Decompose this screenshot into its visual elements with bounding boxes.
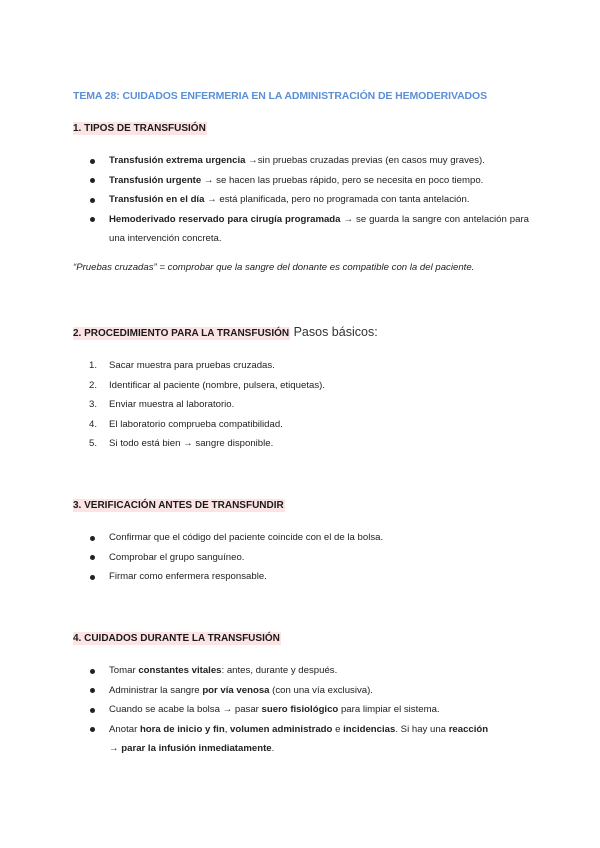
list-item: [73, 681, 529, 701]
section-2-heading: [73, 325, 378, 339]
list-item: Firmar como enfermera responsable.: [73, 567, 529, 587]
section-3-heading-text: 3. VERIFICACIÓN ANTES DE TRANSFUNDIR: [73, 500, 284, 511]
list-item: [73, 434, 529, 454]
list-item: [73, 661, 529, 681]
list-item: [73, 210, 529, 249]
step-text: Enviar muestra al laboratorio.: [109, 399, 235, 410]
transfusion-care-list: [73, 661, 529, 759]
item-text: → se guarda la sangre con antelación para una intervención concreta.: [109, 213, 529, 244]
item-bold-text: reacción: [448, 723, 489, 735]
list-item: [73, 700, 529, 720]
item-text: → se hacen las pruebas rápido, pero se necesita en poco tiempo.: [201, 174, 484, 186]
section-4-heading-text: 4. CUIDADOS DURANTE LA TRANSFUSIÓN: [73, 633, 280, 644]
item-text: .: [271, 743, 275, 754]
step-number: 4.: [89, 418, 98, 430]
step-text: El laboratorio comprueba compatibilidad.: [109, 418, 283, 430]
list-item: [73, 395, 529, 415]
list-item: Comprobar el grupo sanguíneo.: [73, 548, 529, 568]
item-text: ,: [224, 723, 231, 735]
list-item: [73, 415, 529, 435]
item-bold-text: por vía venosa: [202, 684, 270, 696]
step-number: 1.: [89, 360, 98, 371]
item-text: e: [332, 723, 344, 735]
section-1-heading-text: 1. TIPOS DE TRANSFUSIÓN: [73, 123, 206, 134]
item-text: → está planificada, pero no programada con tanta antelación.: [204, 194, 470, 205]
item-bold-text: incidencias: [343, 723, 396, 735]
section-4-heading: [73, 633, 281, 644]
section-1-heading: [73, 123, 207, 134]
item-bold-text: volumen administrado: [230, 723, 333, 735]
list-item: [73, 376, 529, 396]
list-item: Confirmar que el código del paciente coincide con el de la bolsa.: [73, 528, 529, 548]
item-bold-text: Transfusión extrema urgencia: [109, 155, 246, 166]
item-text: : antes, durante y después.: [221, 665, 338, 676]
item-bold-text: suero fisiológico: [261, 704, 339, 715]
procedure-steps-list: [73, 356, 529, 454]
document-title: TEMA 28: CUIDADOS ENFERMERIA EN LA ADMINISTRACIÓN DE HEMODERIVADOS: [73, 90, 488, 102]
item-text: →sin pruebas cruzadas previas (en casos muy graves).: [245, 155, 485, 166]
list-item: [73, 720, 529, 759]
item-bold-text: Hemoderivado reservado para cirugía programada: [109, 213, 341, 225]
item-bold-text: hora de inicio y fin: [139, 723, 225, 735]
item-text: . Si hay una: [395, 723, 449, 735]
step-number: 2.: [89, 379, 98, 391]
item-bold-text: Transfusión urgente: [109, 174, 202, 186]
item-bold-text: Transfusión en el día: [109, 194, 205, 205]
step-text: Identificar al paciente (nombre, pulsera, etiquetas).: [109, 379, 325, 391]
item-bold-text: constantes vitales: [138, 665, 222, 676]
step-text: Sacar muestra para pruebas cruzadas.: [109, 360, 275, 371]
item-bold-text: → parar la infusión inmediatamente: [109, 743, 272, 754]
step-number: 3.: [89, 399, 98, 410]
step-text: Si todo está bien → sangre disponible.: [109, 438, 274, 449]
section-2-heading-suffix: Pasos básicos:: [290, 325, 378, 339]
item-text: Cuando se acabe la bolsa → pasar: [109, 704, 262, 715]
list-item: [73, 356, 529, 376]
item-text: Administrar la sangre: [109, 684, 203, 696]
section-2-heading-text: 2. PROCEDIMIENTO PARA LA TRANSFUSIÓN: [73, 328, 290, 339]
item-text: Tomar: [109, 665, 139, 676]
transfusion-types-list: [73, 151, 529, 249]
item-text: Anotar: [109, 723, 140, 735]
list-item: [73, 190, 529, 210]
step-number: 5.: [89, 438, 98, 449]
list-item: [73, 171, 529, 191]
list-item: [73, 151, 529, 171]
item-text: para limpiar el sistema.: [338, 704, 440, 715]
item-text: (con una vía exclusiva).: [269, 684, 373, 696]
verification-list: [73, 528, 529, 587]
cross-match-note: “Pruebas cruzadas” = comprobar que la sangre del donante es compatible con la del paciente.: [73, 262, 475, 273]
section-3-heading: [73, 500, 285, 511]
